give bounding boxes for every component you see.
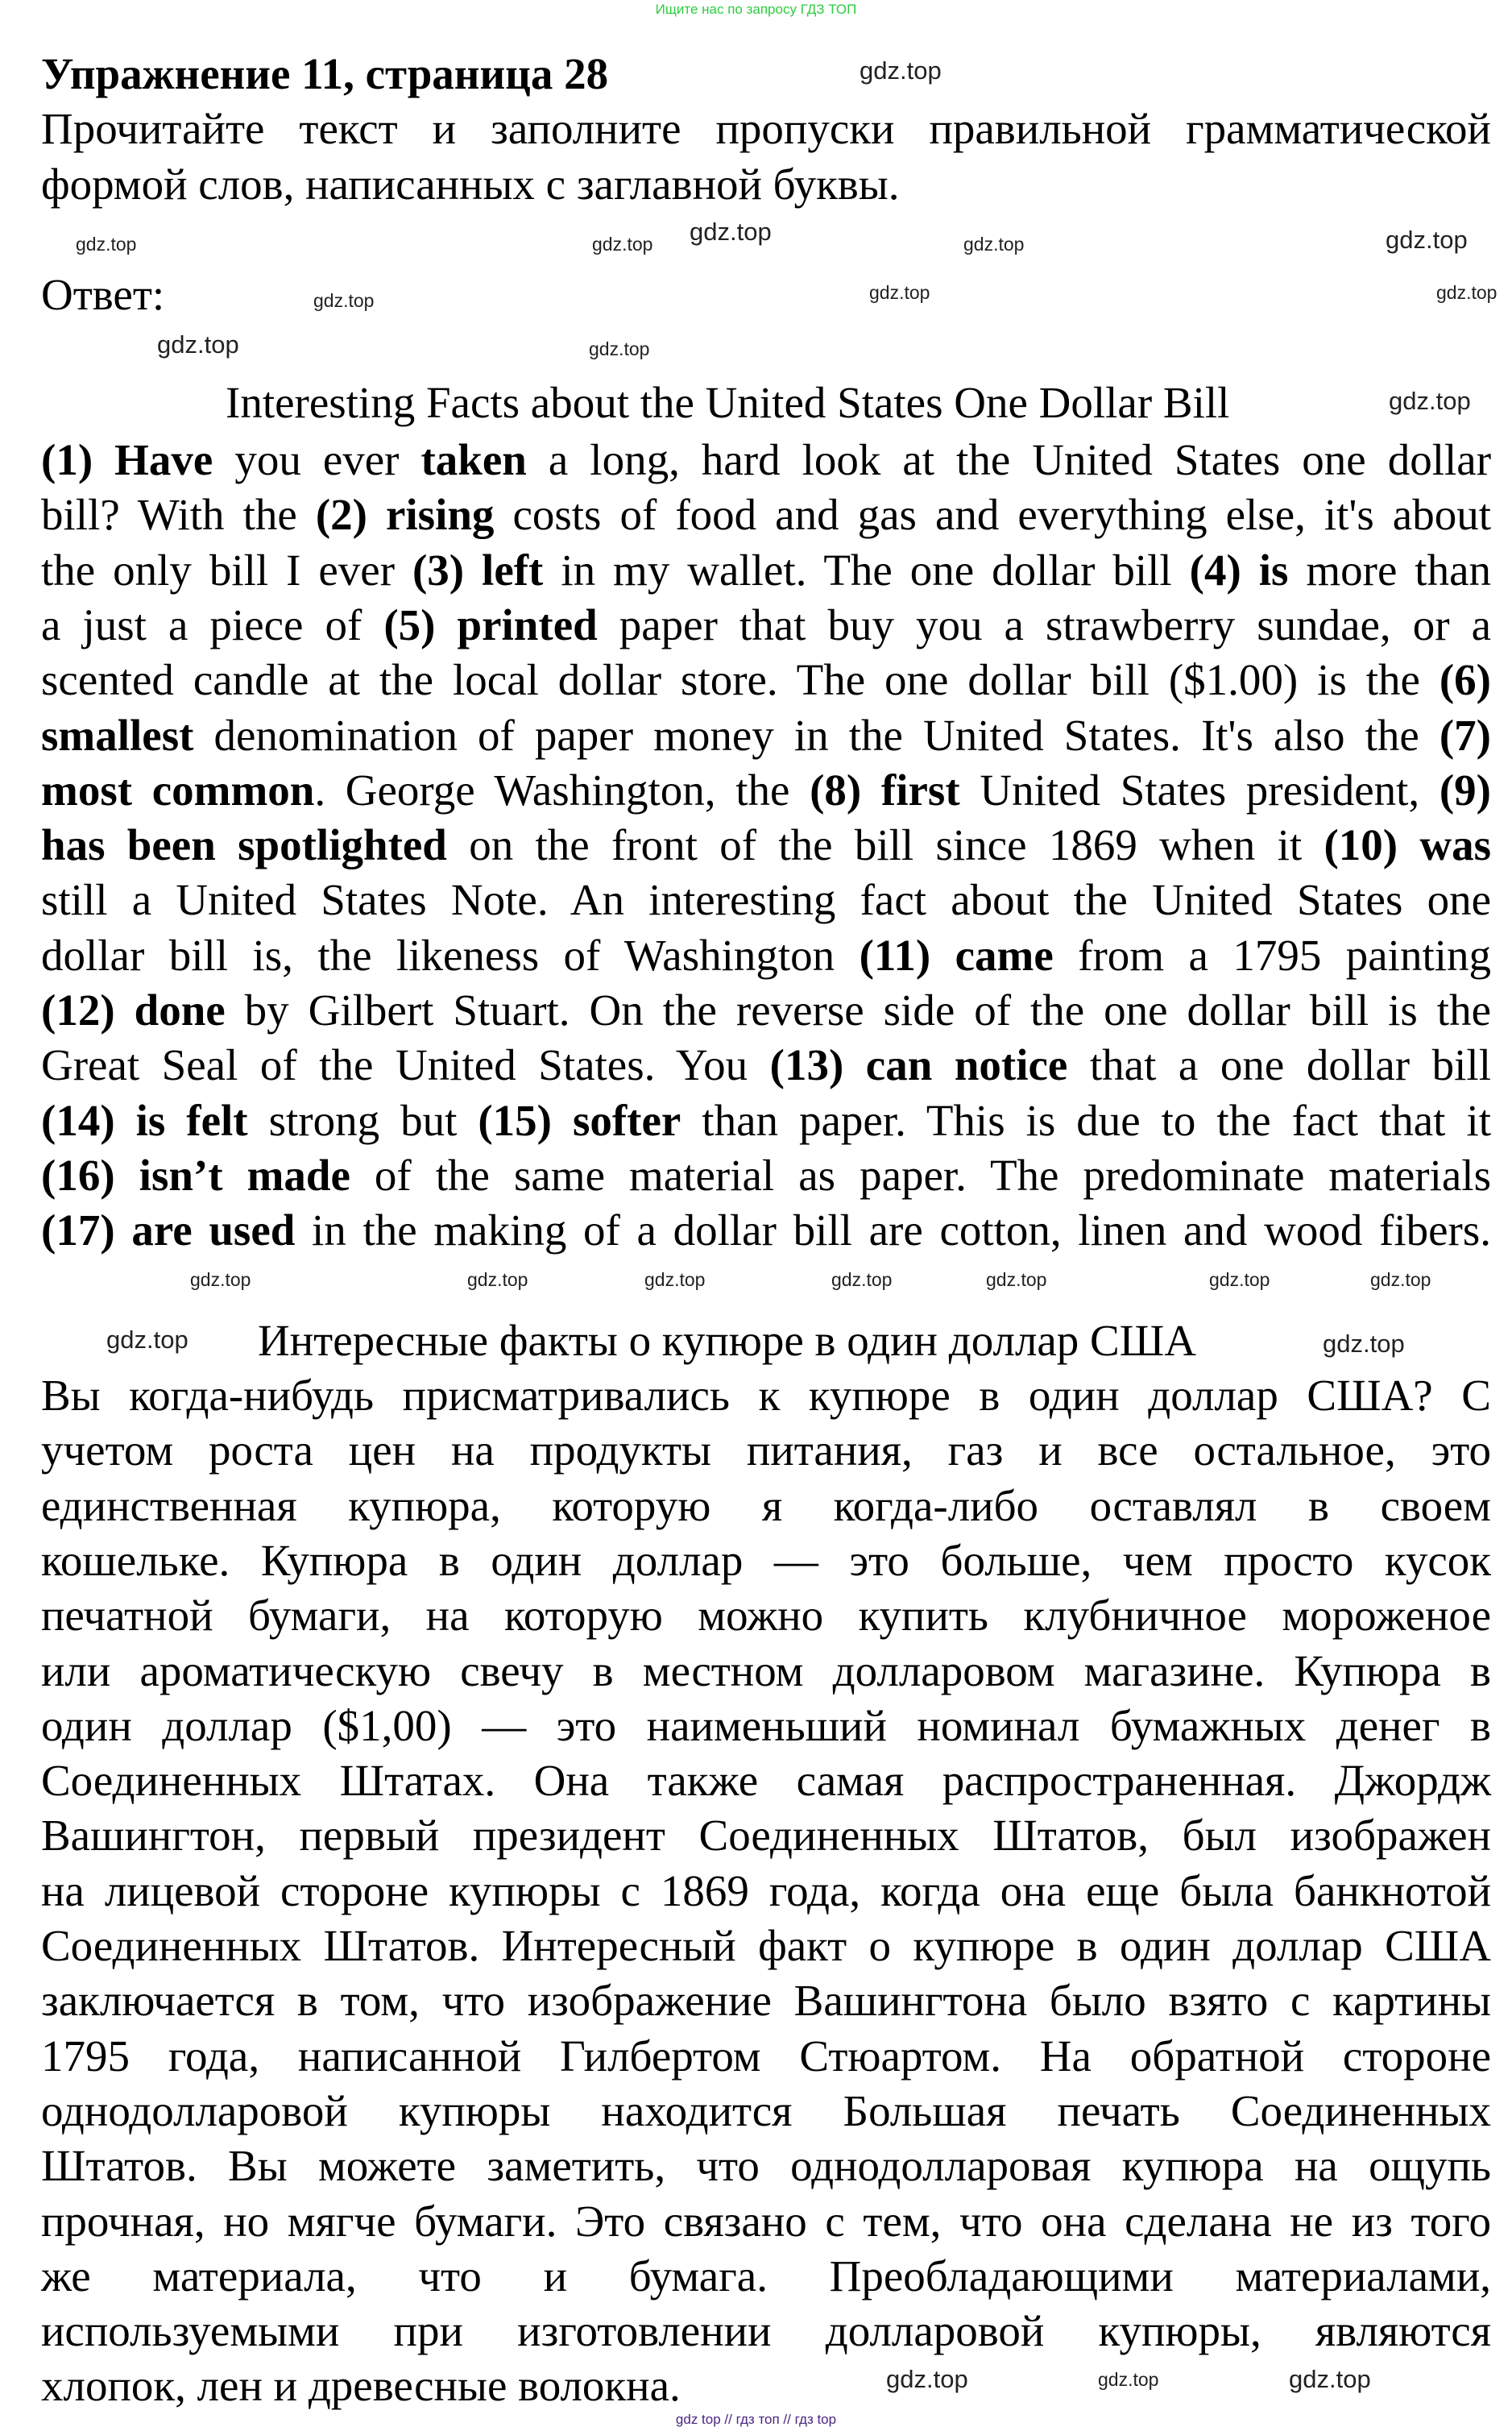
text-segment: of the same material as paper. The predominate materials <box>350 1150 1491 1200</box>
russian-line: однодолларовой купюры находится Большая печать Соединенных <box>41 2085 1491 2135</box>
answer-word: smallest <box>41 710 194 760</box>
text-segment: on the front of the bill since 1869 when it <box>446 820 1324 870</box>
text-segment: the only bill I ever <box>41 545 412 595</box>
answer-word: (8) first <box>810 765 960 815</box>
answer-word: (14) is felt <box>41 1095 248 1145</box>
english-line <box>41 1038 1491 1093</box>
watermark: gdz.top <box>1436 282 1498 303</box>
text-segment: than paper. This is due to the fact that it <box>681 1095 1492 1145</box>
english-line <box>41 928 1491 983</box>
watermark: gdz.top <box>986 1269 1047 1290</box>
answer-word: (11) came <box>859 930 1054 980</box>
russian-line: заключается в том, что изображение Вашингтона было взято с картины <box>41 1976 1491 2026</box>
answer-word: (3) left <box>412 545 544 595</box>
answer-word: (2) rising <box>315 490 495 540</box>
english-line <box>41 487 1491 542</box>
answer-word: (7) <box>1439 710 1491 760</box>
english-line <box>41 708 1491 763</box>
russian-line: 1795 года, написанной Гилбертом Стюартом. На обратной стороне <box>41 2031 1491 2081</box>
watermark: gdz.top <box>886 2365 968 2393</box>
text-segment: in my wallet. The one dollar bill <box>543 545 1190 595</box>
text-segment: Great Seal of the United States. You <box>41 1040 770 1090</box>
watermark: gdz.top <box>1098 2369 1159 2390</box>
watermark: gdz.top <box>860 56 942 85</box>
answer-word: (4) is <box>1189 545 1289 595</box>
russian-line: Вы когда-нибудь присматривались к купюре в один доллар США? С <box>41 1371 1491 1420</box>
watermark: gdz.top <box>1370 1269 1431 1290</box>
watermark: gdz.top <box>76 234 137 255</box>
search-banner[interactable]: Ищите нас по запросу ГДЗ ТОП <box>655 2 857 17</box>
watermark: gdz.top <box>963 234 1025 255</box>
text-segment: strong but <box>247 1095 478 1145</box>
watermark: gdz.top <box>190 1269 251 1290</box>
watermark: gdz.top <box>467 1269 528 1290</box>
text-segment: that a one dollar bill <box>1067 1040 1491 1090</box>
watermark: gdz.top <box>592 234 653 255</box>
watermark: gdz.top <box>1386 226 1468 254</box>
answer-label: Ответ: <box>41 270 165 319</box>
answer-word: (13) can notice <box>769 1040 1068 1090</box>
russian-line: Штатов. Вы можете заметить, что однодолларовая купюра на ощупь <box>41 2141 1491 2191</box>
task-line: формой слов, написанных с заглавной буквы. <box>41 160 900 209</box>
russian-line: же материала, что и бумага. Преобладающими материалами, <box>41 2251 1491 2300</box>
text-segment: bill? With the <box>41 490 316 540</box>
answer-word: (5) printed <box>383 599 598 649</box>
text-segment: United States president, <box>959 765 1440 815</box>
english-line <box>41 1148 1491 1203</box>
english-line <box>41 598 1491 653</box>
english-line <box>41 873 1491 927</box>
answer-word: (12) done <box>41 985 226 1035</box>
watermark: gdz.top <box>589 338 650 359</box>
russian-line: учетом роста цен на продукты питания, газ и все остальное, это <box>41 1425 1491 1475</box>
english-line <box>41 1093 1491 1148</box>
english-line <box>41 653 1491 707</box>
answer-word: most common <box>41 765 315 815</box>
answer-word: (6) <box>1439 655 1491 705</box>
russian-line: печатной бумаги, на которую можно купить клубничное мороженое <box>41 1591 1491 1641</box>
watermark: gdz.top <box>1389 387 1471 415</box>
russian-line: Вашингтон, первый президент Соединенных Штатов, был изображен <box>41 1811 1491 1861</box>
text-segment: a just a piece of <box>41 599 384 649</box>
text-segment: by Gilbert Stuart. On the reverse side of the one dollar bill is the <box>225 985 1491 1035</box>
english-line <box>41 1203 1491 1258</box>
text-segment: costs of food and gas and everything else, it's about <box>494 490 1491 540</box>
text-segment: paper that buy you a strawberry sundae, or a <box>597 599 1491 649</box>
text-segment: denomination of paper money in the United States. It's also the <box>193 710 1440 760</box>
answer-word: (15) softer <box>478 1095 681 1145</box>
watermark: gdz.top <box>690 218 772 246</box>
russian-line: на лицевой стороне купюры с 1869 года, когда она еще была банкнотой <box>41 1865 1491 1915</box>
answer-word: taken <box>420 435 527 484</box>
english-line <box>41 763 1491 818</box>
watermark: gdz.top <box>644 1269 706 1290</box>
text-segment: from a 1795 painting <box>1053 930 1491 980</box>
task-line: Прочитайте текст и заполните пропуски правильной грамматической <box>41 104 1491 153</box>
russian-line: или ароматическую свечу в местном долларовом магазине. Купюра в <box>41 1645 1491 1695</box>
watermark: gdz.top <box>869 282 930 303</box>
answer-word: (10) was <box>1324 820 1491 870</box>
russian-line: единственная купюра, которую я когда-либо оставлял в своем <box>41 1480 1491 1530</box>
text-segment: more than <box>1288 545 1491 595</box>
answer-word: (16) isn’t made <box>41 1150 350 1200</box>
russian-line: кошельке. Купюра в один доллар — это больше, чем просто кусок <box>41 1535 1491 1585</box>
russian-line: один доллар ($1,00) — это наименьший номинал бумажных денег в <box>41 1700 1491 1750</box>
answer-word: (1) Have <box>41 435 213 484</box>
text-segment: you ever <box>213 435 421 484</box>
watermark: gdz.top <box>313 290 375 311</box>
english-line <box>41 433 1491 487</box>
answer-word: (9) <box>1439 765 1491 815</box>
text-segment: scented candle at the local dollar store. The one dollar bill ($1.00) is the <box>41 655 1440 705</box>
russian-line: используемыми при изготовлении долларовой купюры, являются <box>41 2306 1491 2356</box>
watermark: gdz.top <box>1209 1269 1270 1290</box>
russian-line: Соединенных Штатах. Она также самая распространенная. Джордж <box>41 1756 1491 1806</box>
russian-line: хлопок, лен и древесные волокна. <box>41 2361 681 2411</box>
english-line <box>41 983 1491 1038</box>
russian-line: Соединенных Штатов. Интересный факт о купюре в один доллар США <box>41 1921 1491 1970</box>
text-segment: . George Washington, the <box>314 765 810 815</box>
text-segment: in the making of a dollar bill are cotton, linen and wood fibers. <box>295 1205 1491 1255</box>
russian-line: прочная, но мягче бумаги. Это связано с тем, что она сделана не из того <box>41 2196 1491 2246</box>
answer-word: has been spotlighted <box>41 820 447 870</box>
english-title: Interesting Facts about the United States One Dollar Bill <box>226 378 1230 427</box>
text-segment: dollar bill is, the likeness of Washington <box>41 930 860 980</box>
watermark: gdz.top <box>831 1269 893 1290</box>
watermark: gdz.top <box>1289 2365 1371 2393</box>
russian-title: Интересные факты о купюре в один доллар США <box>258 1316 1196 1365</box>
watermark: gdz.top <box>106 1326 188 1354</box>
watermark: gdz.top <box>1323 1330 1405 1358</box>
text-segment: still a United States Note. An interesting fact about the United States one <box>41 875 1491 925</box>
footer-links[interactable]: gdz top // гдз топ // гдз top <box>675 2412 837 2427</box>
english-line <box>41 543 1491 598</box>
watermark: gdz.top <box>157 330 239 359</box>
answer-word: (17) are used <box>41 1205 296 1255</box>
exercise-title: Упражнение 11, страница 28 <box>41 49 609 98</box>
english-line <box>41 818 1491 873</box>
text-segment: a long, hard look at the United States one dollar <box>526 435 1492 484</box>
